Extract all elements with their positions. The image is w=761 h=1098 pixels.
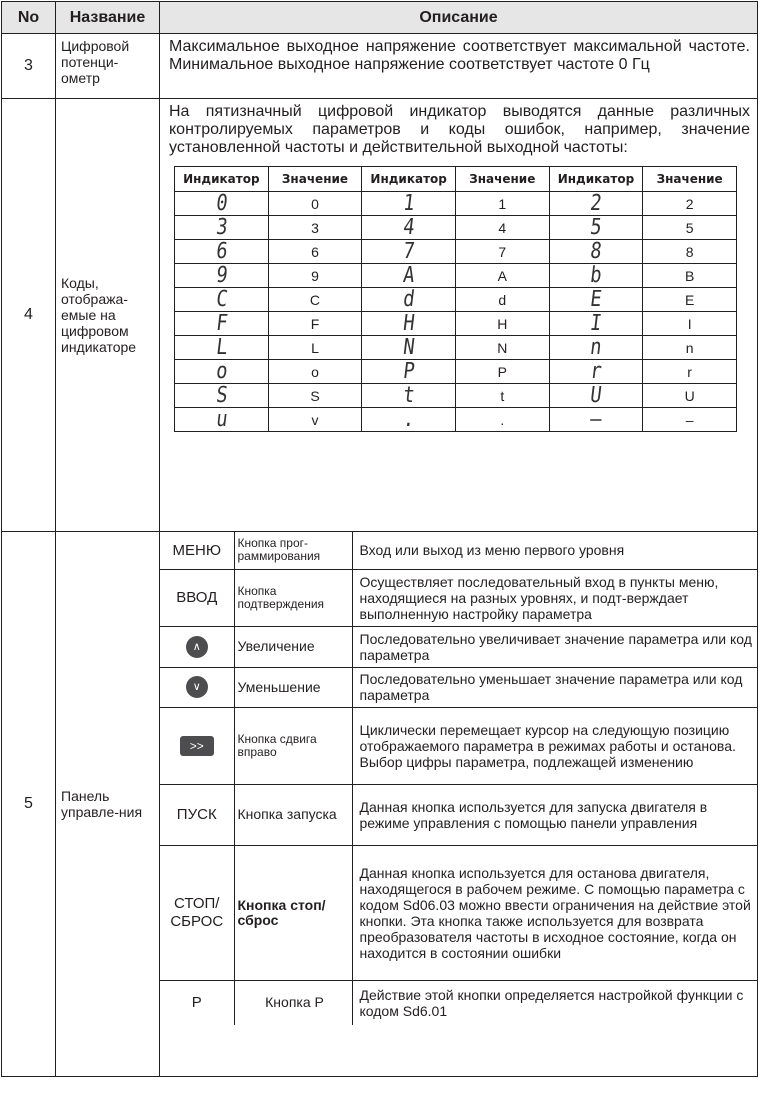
indicator-glyph: o xyxy=(180,360,262,384)
indicator-glyph: 4 xyxy=(367,216,449,240)
key-row-enter xyxy=(160,569,757,626)
indicator-header: Индикатор xyxy=(549,167,643,192)
indicator-value: H xyxy=(455,312,549,336)
indicator-value: d xyxy=(455,288,549,312)
indicator-value: P xyxy=(455,360,549,384)
menu-key: МЕНЮ xyxy=(160,532,234,569)
indicator-row xyxy=(175,192,737,216)
key-description: Действие этой кнопки определяется настройкой функции с кодом Sd6.01 xyxy=(352,980,757,1025)
header-no: No xyxy=(2,2,56,34)
run-key: ПУСК xyxy=(160,784,234,845)
header-name: Название xyxy=(56,2,160,34)
indicator-glyph: 2 xyxy=(555,192,637,216)
value-header: Значение xyxy=(643,167,737,192)
indicator-value: U xyxy=(643,384,737,408)
indicator-value: 8 xyxy=(643,240,737,264)
indicator-glyph: C xyxy=(180,288,262,312)
indicator-value: – xyxy=(643,408,737,432)
indicator-glyph: L xyxy=(180,336,262,360)
key-row-down xyxy=(160,667,757,707)
row-number: 3 xyxy=(2,34,56,99)
key-description: Вход или выход из меню первого уровня xyxy=(352,532,757,569)
indicator-row xyxy=(175,240,737,264)
down-arrow-icon: ∨ xyxy=(186,676,208,698)
row-5 xyxy=(2,532,758,1077)
indicator-glyph: P xyxy=(367,360,449,384)
value-header: Значение xyxy=(268,167,362,192)
indicator-value: 1 xyxy=(455,192,549,216)
key-row-shift xyxy=(160,707,757,784)
key-name: Кнопка прог-раммирования xyxy=(234,532,352,569)
indicator-value: t xyxy=(455,384,549,408)
indicator-value: 6 xyxy=(268,240,362,264)
indicator-value: 9 xyxy=(268,264,362,288)
row-name: Цифровой потенци-ометр xyxy=(56,34,160,99)
indicator-glyph: 3 xyxy=(180,216,262,240)
indicator-value: v xyxy=(268,408,362,432)
header-row xyxy=(2,2,758,34)
indicator-glyph: . xyxy=(367,408,449,432)
row-description: Максимальное выходное напряжение соответствует максимальной частоте. Минимальное выходное напряжение соответствует частоте 0 Гц xyxy=(160,34,758,99)
key-row-run xyxy=(160,784,757,845)
indicator-glyph: A xyxy=(367,264,449,288)
indicator-value: A xyxy=(455,264,549,288)
key-name: Кнопка P xyxy=(234,980,352,1025)
indicator-row xyxy=(175,336,737,360)
indicator-glyph: 5 xyxy=(555,216,637,240)
row-4 xyxy=(2,99,758,532)
indicator-glyph: 6 xyxy=(180,240,262,264)
p-key: P xyxy=(160,980,234,1025)
indicator-glyph: t xyxy=(367,384,449,408)
indicator-glyph: n xyxy=(555,336,637,360)
header-desc: Описание xyxy=(160,2,758,34)
key-row-stop-reset xyxy=(160,845,757,980)
key-name: Кнопка подтверждения xyxy=(234,569,352,626)
indicator-header: Индикатор xyxy=(175,167,269,192)
stop-reset-key: СТОП/ СБРОС xyxy=(160,845,234,980)
key-row-menu xyxy=(160,532,757,569)
indicator-glyph: r xyxy=(555,360,637,384)
indicator-value: . xyxy=(455,408,549,432)
key-description: Данная кнопка используется для запуска двигателя в режиме управления с помощью панели управления xyxy=(352,784,757,845)
indicator-value: B xyxy=(643,264,737,288)
key-description: Последовательно уменьшает значение параметра или код параметра xyxy=(352,667,757,707)
indicator-glyph: H xyxy=(367,312,449,336)
indicator-row xyxy=(175,360,737,384)
indicator-glyph: 8 xyxy=(555,240,637,264)
indicator-value: 4 xyxy=(455,216,549,240)
row-name: Коды, отобража-емые на цифровом индикаторе xyxy=(56,99,160,532)
parameters-table xyxy=(1,1,758,1077)
indicator-row xyxy=(175,408,737,432)
value-header: Значение xyxy=(455,167,549,192)
indicator-row xyxy=(175,216,737,240)
shift-right-icon: >> xyxy=(180,736,214,756)
indicator-row xyxy=(175,264,737,288)
indicator-row xyxy=(175,384,737,408)
key-name: Кнопка запуска xyxy=(234,784,352,845)
indicator-value: N xyxy=(455,336,549,360)
indicator-glyph: u xyxy=(180,408,262,432)
row-description: На пятизначный цифровой индикатор выводятся данные различных контролируемых параметров и коды ошибок, например, значение установленной частоты и действительной выходной частоты: xyxy=(169,103,750,156)
indicator-row xyxy=(175,288,737,312)
indicator-header-row xyxy=(175,167,737,192)
indicator-glyph: 9 xyxy=(180,264,262,288)
key-description: Последовательно увеличивает значение параметра или код параметра xyxy=(352,626,757,667)
indicator-value: 0 xyxy=(268,192,362,216)
indicator-glyph: F xyxy=(180,312,262,336)
key-row-up xyxy=(160,626,757,667)
indicator-glyph: U xyxy=(555,384,637,408)
key-description: Данная кнопка используется для останова двигателя, находящегося в рабочем режиме. С помощью параметра с кодом Sd06.03 можно ввести ограничения на действие этой кнопки. Эта кнопка также используется для возврата преобразователя частоты в исходное состояние, когда он находится в состоянии ошибки xyxy=(352,845,757,980)
key-name: Кнопка стоп/сброс xyxy=(234,845,352,980)
indicator-value: C xyxy=(268,288,362,312)
up-arrow-icon: ∧ xyxy=(186,636,208,658)
indicator-value: F xyxy=(268,312,362,336)
indicator-glyph: 1 xyxy=(367,192,449,216)
indicator-value: r xyxy=(643,360,737,384)
row-number: 4 xyxy=(2,99,56,532)
indicator-value: o xyxy=(268,360,362,384)
key-name: Уменьшение xyxy=(234,667,352,707)
row-number: 5 xyxy=(2,532,56,1077)
indicator-row xyxy=(175,312,737,336)
indicator-glyph: S xyxy=(180,384,262,408)
indicator-value: 5 xyxy=(643,216,737,240)
key-description: Циклически перемещает курсор на следующую позицию отображаемого параметра в режимах работы и останова. Выбор цифры параметра, подлежащей изменению xyxy=(352,707,757,784)
key-name: Увеличение xyxy=(234,626,352,667)
indicator-value: I xyxy=(643,312,737,336)
indicator-glyph: I xyxy=(555,312,637,336)
indicator-value: E xyxy=(643,288,737,312)
indicator-glyph: E xyxy=(555,288,637,312)
key-row-p xyxy=(160,980,757,1025)
row-3 xyxy=(2,34,758,99)
row-name: Панель управле-ния xyxy=(56,532,160,1077)
indicator-value: 2 xyxy=(643,192,737,216)
indicator-value: 7 xyxy=(455,240,549,264)
indicator-value: n xyxy=(643,336,737,360)
indicator-glyph: 7 xyxy=(367,240,449,264)
indicator-codes-table xyxy=(174,166,737,432)
indicator-glyph: – xyxy=(555,408,637,432)
indicator-glyph: N xyxy=(367,336,449,360)
indicator-value: 3 xyxy=(268,216,362,240)
enter-key: ВВОД xyxy=(160,569,234,626)
key-description: Осуществляет последовательный вход в пункты меню, находящиеся на разных уровнях, и подт-верждает выполненную настройку параметра xyxy=(352,569,757,626)
control-panel-table xyxy=(160,532,757,1025)
indicator-value: S xyxy=(268,384,362,408)
indicator-value: L xyxy=(268,336,362,360)
indicator-header: Индикатор xyxy=(362,167,456,192)
indicator-glyph: 0 xyxy=(180,192,262,216)
indicator-glyph: b xyxy=(555,264,637,288)
key-name: Кнопка сдвига вправо xyxy=(234,707,352,784)
indicator-glyph: d xyxy=(367,288,449,312)
